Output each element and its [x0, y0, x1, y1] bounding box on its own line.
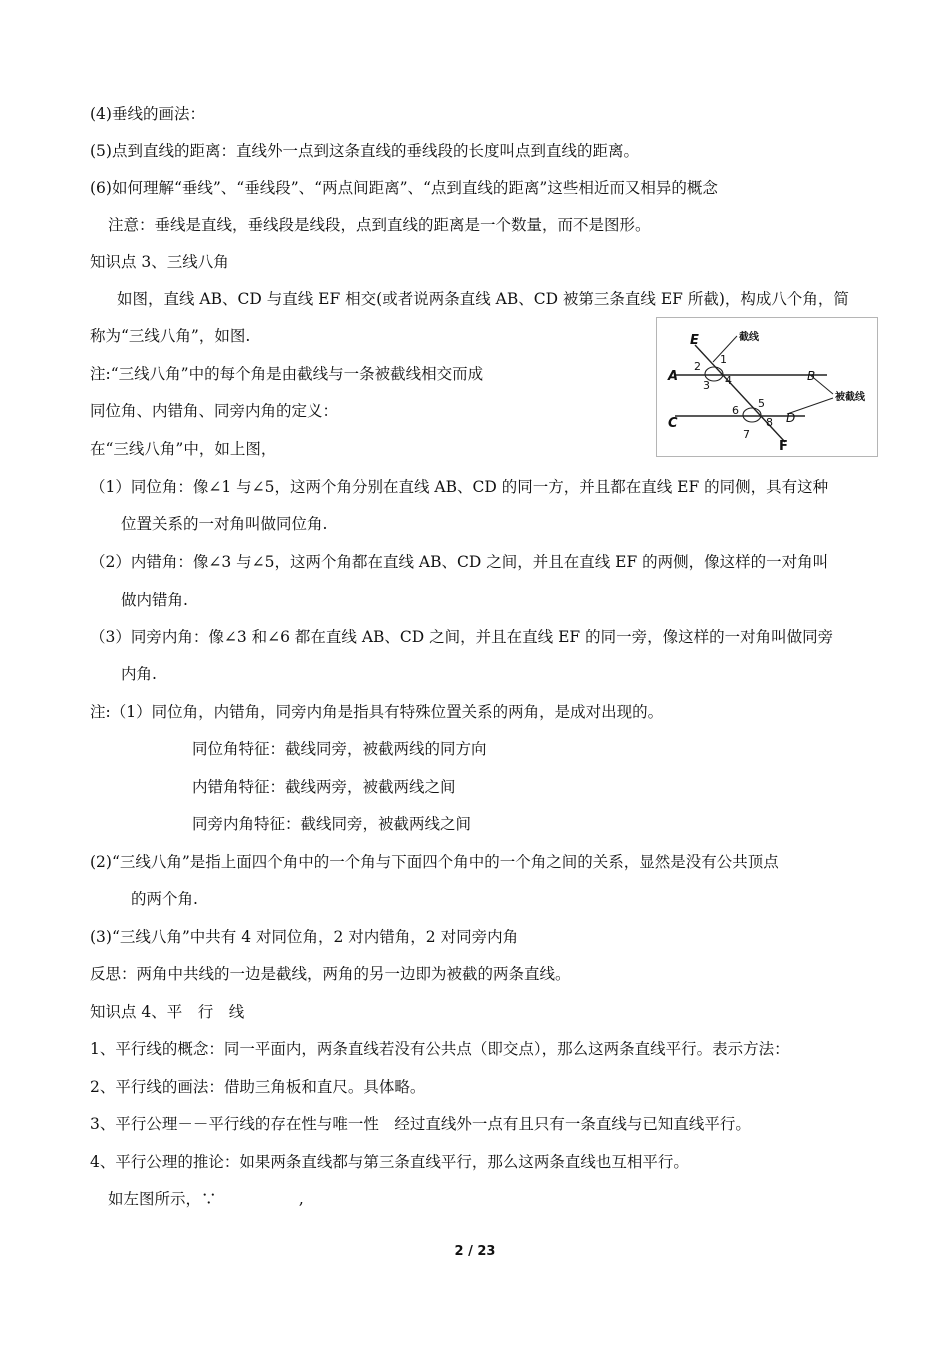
section-heading: 知识点 4、平 行 线	[90, 1003, 245, 1021]
text-line: 内错角特征：截线两旁，被截两线之间	[192, 778, 456, 796]
text-line: 1、平行线的概念：同一平面内，两条直线若没有公共点（即交点），那么这两条直线平行。表示方法：	[90, 1040, 790, 1058]
text-line: 4、平行公理的推论：如果两条直线都与第三条直线平行，那么这两条直线也互相平行。	[90, 1153, 689, 1171]
section-heading: 知识点 3、三线八角	[90, 253, 229, 271]
angle-label-3: 3	[703, 379, 710, 392]
text-line: 如左图所示，∵ ,	[108, 1190, 304, 1208]
text-line: （2）内错角：像∠3 与∠5，这两个角都在直线 AB、CD 之间，并且在直线 EF 的两侧，像这样的一对角叫	[90, 553, 829, 571]
text-line: 同位角、内错角、同旁内角的定义：	[90, 402, 339, 420]
label-e: E	[690, 333, 699, 348]
label-a: A	[668, 369, 679, 384]
three-lines-eight-angles-figure	[656, 317, 878, 457]
figure-svg	[657, 318, 877, 456]
text-line: (2)“三线八角”是指上面四个角中的一个角与下面四个角中的一个角之间的关系，显然是没有公共顶点	[90, 853, 779, 871]
text-line: 注意：垂线是直线，垂线段是线段，点到直线的距离是一个数量，而不是图形。	[108, 216, 651, 234]
angle-label-2: 2	[694, 360, 701, 373]
text-line: （1）同位角：像∠1 与∠5，这两个角分别在直线 AB、CD 的同一方，并且都在直线 EF 的同侧，具有这种	[90, 478, 829, 496]
label-d: D	[786, 411, 796, 425]
page-number: 2 / 23	[454, 1244, 496, 1259]
text-line: 注:“三线八角”中的每个角是由截线与一条被截线相交而成	[90, 365, 484, 383]
angle-label-1: 1	[720, 353, 727, 366]
angle-label-6: 6	[732, 404, 739, 417]
text-line: (3)“三线八角”中共有 4 对同位角，2 对内错角，2 对同旁内角	[90, 928, 519, 946]
text-line: (6)如何理解“垂线”、“垂线段”、“两点间距离”、“点到直线的距离”这些相近而又相异的概念	[90, 179, 718, 197]
text-line: 的两个角.	[131, 890, 198, 908]
text-line: 如图，直线 AB、CD 与直线 EF 相交(或者说两条直线 AB、CD 被第三条直线 EF 所截)，构成八个角，简	[117, 290, 849, 308]
text-line: 注:（1）同位角，内错角，同旁内角是指具有特殊位置关系的两角，是成对出现的。	[90, 703, 664, 721]
text-line: 做内错角.	[121, 591, 188, 609]
text-line: (5)点到直线的距离：直线外一点到这条直线的垂线段的长度叫点到直线的距离。	[90, 142, 639, 160]
angle-label-4: 4	[725, 374, 732, 387]
label-transversal: 截线	[739, 332, 759, 343]
text-line: 在“三线八角”中，如上图，	[90, 440, 277, 458]
text-line: 同旁内角特征：截线同旁，被截两线之间	[192, 815, 472, 833]
angle-circle-bottom	[743, 408, 761, 422]
label-b: B	[807, 369, 816, 383]
angle-label-7: 7	[743, 428, 750, 441]
label-f: F	[779, 439, 788, 454]
text-line: 称为“三线八角”，如图.	[90, 327, 251, 345]
angle-label-5: 5	[758, 397, 765, 410]
text-line: 反思：两角中共线的一边是截线，两角的另一边即为被截的两条直线。	[90, 965, 571, 983]
text-line: 2、平行线的画法：借助三角板和直尺。具体略。	[90, 1078, 426, 1096]
text-line: 同位角特征：截线同旁，被截两线的同方向	[192, 740, 487, 758]
text-line: 3、平行公理－－平行线的存在性与唯一性 经过直线外一点有且只有一条直线与已知直线平行。	[90, 1115, 751, 1133]
text-line: 位置关系的一对角叫做同位角.	[121, 515, 328, 533]
text-line: 内角.	[121, 665, 157, 683]
text-line: （3）同旁内角：像∠3 和∠6 都在直线 AB、CD 之间，并且在直线 EF 的同一旁，像这样的一对角叫做同旁	[90, 628, 834, 646]
label-cut-lines: 被截线	[835, 392, 865, 403]
text-line: (4)垂线的画法：	[90, 105, 205, 123]
angle-label-8: 8	[766, 416, 773, 429]
label-c: C	[668, 416, 678, 431]
